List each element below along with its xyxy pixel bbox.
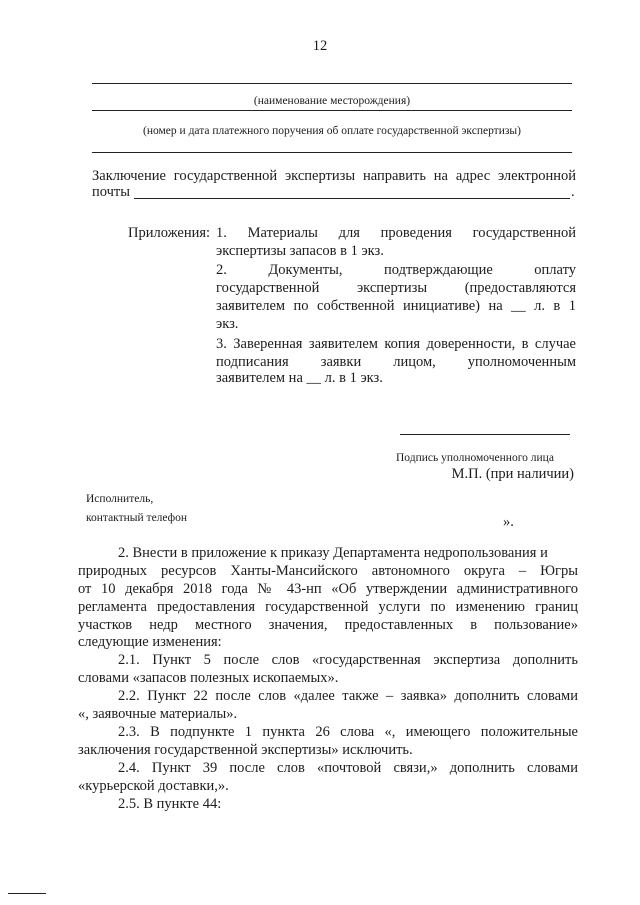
amendment-2-1-line1: 2.1. Пункт 5 после слов «государственная экспертиза дополнить: [118, 652, 578, 668]
attachment-2-line3: заявителем по собственной инициативе) на __ л. в 1: [216, 298, 576, 314]
attachment-2-line2: государственной экспертизы (предоставляются: [216, 280, 576, 296]
attachment-1-line1: 1. Материалы для проведения государственной: [216, 225, 576, 241]
attachments-label: Приложения:: [128, 225, 211, 241]
amendment-line-1: 2. Внести в приложение к приказу Департамента недропользования и: [118, 545, 548, 561]
amendment-2-2-line1: 2.2. Пункт 22 после слов «далее также – заявка» дополнить словами: [118, 688, 578, 704]
amendment-line-5: участков недр местного значения, предоставленных в пользование»: [78, 617, 578, 633]
amendment-2-4-line2: «курьерской доставки,».: [78, 778, 229, 794]
amendment-2-3-line1: 2.3. В подпункте 1 пункта 26 слова «, имеющего положительные: [118, 724, 578, 740]
footnote-rule: [8, 893, 46, 894]
signature-line: [400, 434, 570, 435]
email-address-line: [134, 198, 570, 199]
contact-phone-label: контактный телефон: [86, 512, 188, 524]
amendment-2-4-line1: 2.4. Пункт 39 после слов «почтовой связи,» дополнить словами: [118, 760, 578, 776]
amendment-line-2: природных ресурсов Ханты-Мансийского автономного округа – Югры: [78, 563, 578, 579]
closing-quote: ».: [503, 514, 514, 530]
amendment-2-2-line2: «, заявочные материалы».: [78, 706, 238, 722]
deposit-name-line: [92, 83, 572, 84]
deposit-name-caption: (наименование месторождения): [253, 95, 411, 107]
separator-line: [92, 152, 572, 153]
attachment-3-line1: 3. Заверенная заявителем копия доверенности, в случае: [216, 336, 576, 352]
payment-order-line: [92, 110, 572, 111]
amendment-2-1-line2: словами «запасов полезных ископаемых».: [78, 670, 339, 686]
stamp-note: М.П. (при наличии): [451, 466, 574, 482]
email-clause-line1: Заключение государственной экспертизы направить на адрес электронной: [92, 168, 576, 184]
attachment-3-line2: подписания заявки лицом, уполномоченным: [216, 354, 576, 370]
amendment-2-3-line2: заключения государственной экспертизы» исключить.: [78, 742, 413, 758]
email-clause-prefix: почты: [92, 184, 131, 200]
amendment-2-5-line1: 2.5. В пункте 44:: [118, 796, 222, 812]
attachment-2-line4: экз.: [216, 316, 239, 332]
attachment-1-line2: экспертизы запасов в 1 экз.: [216, 243, 384, 259]
amendment-line-4: регламента предоставления государственной услуги по изменению границ: [78, 599, 578, 615]
email-clause-suffix: .: [571, 184, 575, 200]
attachment-2-line1: 2. Документы, подтверждающие оплату: [216, 262, 576, 278]
payment-order-caption: (номер и дата платежного поручения об оплате государственной экспертизы): [143, 125, 521, 137]
executor-label: Исполнитель,: [86, 493, 154, 505]
attachment-3-line3: заявителем на __ л. в 1 экз.: [216, 370, 383, 386]
page-number: 12: [312, 38, 328, 54]
amendment-line-3: от 10 декабря 2018 года № 43-нп «Об утверждении административного: [78, 581, 578, 597]
amendment-line-6: следующие изменения:: [78, 634, 222, 650]
signature-caption: Подпись уполномоченного лица: [396, 452, 554, 464]
